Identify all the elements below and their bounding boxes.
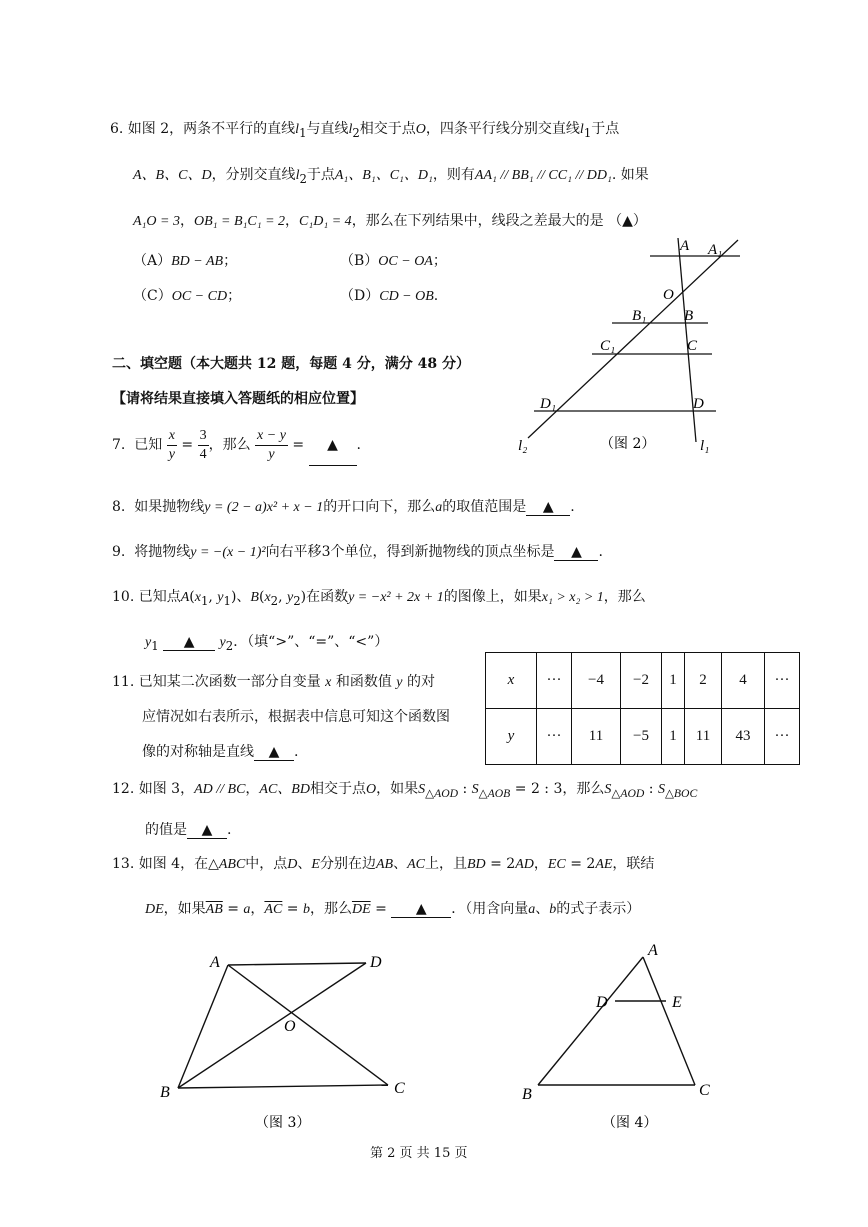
figure-4: [510, 935, 730, 1144]
q11-line3: 像的对称轴是直线 ▲ .: [142, 744, 299, 760]
label-b1: B₁: [632, 308, 647, 324]
table-cell: 11: [685, 709, 722, 765]
segment-ab: [178, 965, 228, 1088]
figure-2: [500, 232, 740, 466]
table-row-x: [486, 653, 800, 709]
q6-option-c: （C）OC − CD；: [133, 288, 242, 304]
table-cell: ···: [765, 653, 800, 709]
q13-answer-blank[interactable]: ▲: [391, 901, 451, 918]
table-cell: −2: [621, 653, 662, 709]
q11-line2: 应情况如右表所示，根据表中信息可知这个函数图: [142, 709, 450, 725]
label-c: C: [699, 1082, 710, 1099]
q12-line1: 12. 如图 3，AD // BC，AC、BD相交于点O，如果$S_{\triangle AOD}$ : $S_{\triangle AOB} = 2$ : 3，那么$S_{\triangle AOD}$ : $S_{\triangle BOC}$: [112, 781, 698, 800]
table-cell: 4: [722, 653, 765, 709]
table-header-y: y: [486, 709, 537, 765]
label-c: C: [687, 338, 698, 354]
segment-ad: [228, 963, 366, 965]
q12-line2: 的值是 ▲ .: [145, 822, 232, 838]
q10-line1: 10. 已知点$A(x_1$, $y_1$)、$B(x_2$, $y_2$)在函数y = −x² + 2x + 1的图像上，如果x₁ > x₂ > 1，那么: [112, 589, 646, 608]
q11-line1: 11. 已知某二次函数一部分自变量 x 和函数值 y 的对: [112, 674, 435, 690]
q7-frac3: $\frac{x - y}{y}$: [257, 427, 286, 462]
fig3-caption: （图 3）: [255, 1115, 311, 1131]
table-row-y: [486, 709, 800, 765]
table-cell: ···: [537, 709, 572, 765]
q7-frac1: $\frac{x}{y}$: [168, 427, 175, 462]
q13-line1: 13. 如图 4，在△ABC中，点D、E分别在边AB、AC上，且BD = 2AD，EC = 2AE，联结: [112, 856, 655, 872]
q11-answer-blank[interactable]: ▲: [254, 744, 294, 761]
table-cell: −4: [572, 653, 621, 709]
table-cell: 2: [685, 653, 722, 709]
segment-bd: [178, 963, 366, 1088]
label-o: O: [663, 287, 674, 303]
figure-3: [150, 945, 420, 1144]
q6-option-a: （A）BD − AB；: [133, 253, 238, 269]
label-a: A: [210, 954, 220, 971]
table-cell: 1: [662, 709, 685, 765]
label-a1: A₁: [708, 242, 723, 258]
q6-option-d: （D）CD − OB.: [340, 288, 439, 304]
table-cell: 11: [572, 709, 621, 765]
label-e: E: [672, 994, 682, 1011]
segment-ac: [643, 957, 695, 1085]
label-a: A: [648, 942, 658, 959]
label-b: B: [160, 1084, 170, 1101]
q9: 9. 将抛物线y = −(x − 1)²向右平移3个单位，得到新抛物线的顶点坐标是 ▲ .: [112, 544, 603, 560]
label-l2: l₂: [518, 438, 528, 454]
q8-answer-blank[interactable]: ▲: [526, 499, 570, 516]
table-cell: ···: [765, 709, 800, 765]
label-d1: D₁: [540, 396, 557, 412]
line-l2: [528, 240, 738, 438]
table-cell: −5: [621, 709, 662, 765]
label-c1: C₁: [600, 338, 616, 354]
label-b: B: [684, 308, 694, 324]
segment-bc: [178, 1085, 388, 1088]
label-b: B: [522, 1086, 532, 1103]
label-c: C: [394, 1080, 405, 1097]
q10-answer-blank[interactable]: ▲: [163, 634, 215, 651]
q6-line2: A、B、C、D，分别交直线$l_2$于点A₁、B₁、C₁、D₁，则有AA₁ // BB₁ // CC₁ // DD₁. 如果: [133, 167, 649, 186]
section2-title: 二、填空题（本大题共 12 题，每题 4 分，满分 48 分）: [112, 356, 470, 372]
q13-line2: DE，如果$\overline{AB} = a$，$\overline{AC} = b$，那么$\overline{DE}$ = ▲ ．（用含向量a、b的式子表示）: [145, 901, 641, 917]
q10-line2: $y_1$ ▲ $y_2$．（填“>”、“=”、“<”）: [145, 634, 389, 653]
fig2-caption: （图 2）: [600, 436, 656, 452]
label-d: D: [596, 994, 608, 1011]
table-header-x: x: [486, 653, 537, 709]
q12-answer-blank[interactable]: ▲: [187, 822, 227, 839]
label-l1: l₁: [700, 438, 710, 454]
segment-ab: [538, 957, 643, 1085]
page-footer: 第 2 页 共 15 页: [370, 1146, 468, 1161]
table-cell: 1: [662, 653, 685, 709]
fig4-caption: （图 4）: [602, 1115, 658, 1131]
label-d: D: [693, 396, 704, 412]
label-a: A: [680, 238, 690, 254]
q7: 7. 已知 $\frac{x}{y}$ = $\frac{3}{4}$ ，那么 $\frac{x - y}{y}$ = ▲ .: [112, 425, 361, 466]
table-cell: ···: [537, 653, 572, 709]
q7-frac2: $\frac{3}{4}$: [199, 427, 207, 462]
label-o: O: [284, 1018, 296, 1035]
q7-answer-blank[interactable]: ▲: [309, 425, 357, 466]
label-d: D: [370, 954, 382, 971]
q8: 8. 如果抛物线y = (2 − a)x² + x − 1的开口向下，那么a的取值范围是 ▲ .: [112, 499, 575, 515]
q9-answer-blank[interactable]: ▲: [554, 544, 598, 561]
table-cell: 43: [722, 709, 765, 765]
section2-note: 【请将结果直接填入答题纸的相应位置】: [112, 391, 364, 407]
q6-option-b: （B）OC − OA；: [340, 253, 447, 269]
segment-ac: [228, 965, 388, 1085]
value-table: [485, 652, 800, 765]
q6-line1: 6. 如图 2，两条不平行的直线$l_1$与直线$l_2$相交于点O，四条平行线分别交直线$l_1$于点: [110, 121, 620, 140]
q6-line3: A₁O = 3，OB₁ = B₁C₁ = 2，C₁D₁ = 4，那么在下列结果中，线段之差最大的是 （▲）: [133, 213, 647, 229]
